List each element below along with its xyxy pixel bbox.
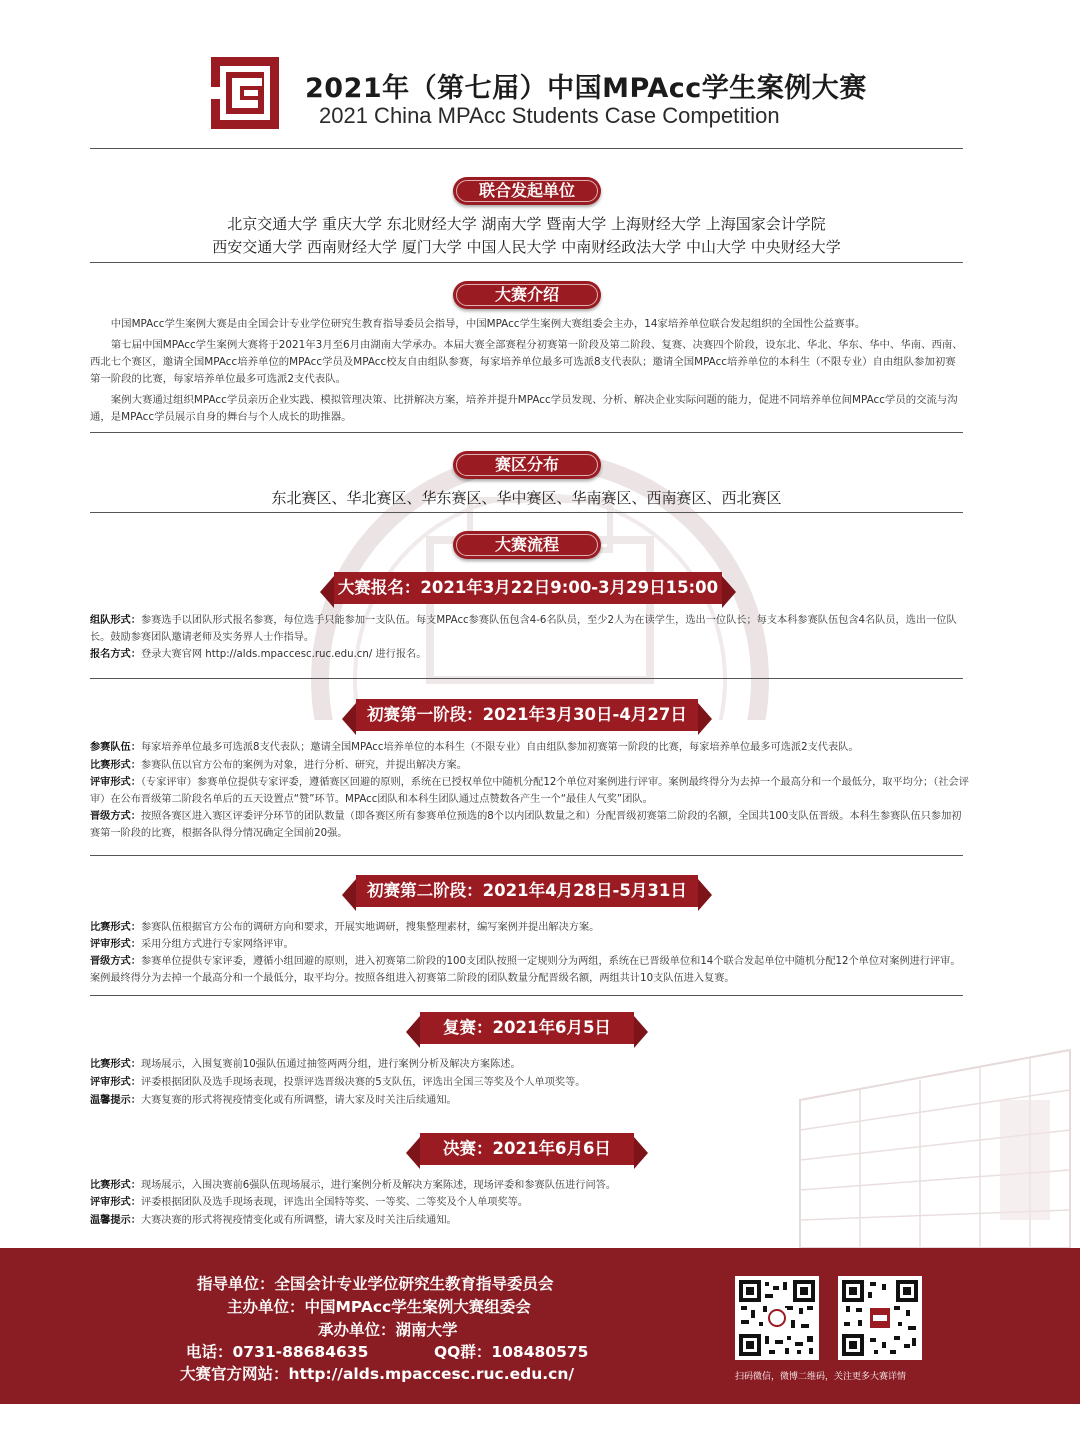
footer-qq-group: QQ群：108480575 [434, 1343, 589, 1361]
stage1-row-team [90, 612, 970, 646]
row-text: 参赛队伍以官方公布的案例为对象，进行分析、研究，并提出解决方案。 [140, 760, 467, 771]
row-text: 参赛队伍根据官方公布的调研方向和要求，开展实地调研，搜集整理素材，编写案例并提出解决方案。 [140, 922, 600, 933]
row-label: 晋级方式： [90, 811, 141, 822]
stage-banner-registration: 大赛报名：2021年3月22日9:00-3月29日15:00 [334, 572, 722, 604]
row-label: 温馨提示： [90, 1215, 141, 1226]
row-label: 比赛形式： [90, 922, 141, 933]
row-label: 参赛队伍： [90, 742, 141, 753]
row-text: 现场展示，入围决赛前6强队伍现场展示，进行案例分析及解决方案陈述，现场评委和参赛队伍进行问答。 [140, 1180, 617, 1191]
stage3-row-format [90, 919, 970, 936]
regions-list: 东北赛区、华北赛区、华东赛区、华中赛区、华南赛区、西南赛区、西北赛区 [271, 489, 782, 507]
stage3-row-review [90, 936, 970, 953]
stage-banner-semifinal: 复赛：2021年6月5日 [420, 1012, 634, 1044]
row-label: 比赛形式： [90, 1180, 141, 1191]
page-subtitle: 2021 China MPAcc Students Case Competition [319, 103, 780, 128]
row-label: 晋级方式： [90, 956, 141, 967]
row-label: 评审形式： [90, 1077, 141, 1088]
intro-paragraph-1: 中国MPAcc学生案例大赛是由全国会计专业学位研究生教育指导委员会指导，中国MPAcc学生案例大赛组委会主办，14家培养单位联合发起组织的全国性公益赛事。 [110, 318, 866, 330]
row-text: 大赛决赛的形式将视疫情变化或有所调整，请大家及时关注后续通知。 [140, 1215, 457, 1226]
sponsors-line-2: 西安交通大学 西南财经大学 厦门大学 中国人民大学 中南财经政法大学 中山大学 中央财经大学 [212, 238, 841, 256]
row-text: 参赛选手以团队形式报名参赛，每位选手只能参加一支队伍。每支MPAcc参赛队伍包含4-6名队员，至少2人为在读学生，选出一位队长；每支本科参赛队伍包含4名队员，选出一位队长。鼓励参赛团队邀请老师及实务界人士作指导。 [90, 615, 957, 643]
divider [90, 512, 963, 513]
page-title: 2021年（第七届）中国MPAcc学生案例大赛 [305, 73, 867, 104]
wechat-qr-code-icon[interactable] [735, 1276, 819, 1360]
stage4-row-format [90, 1056, 970, 1073]
intro-paragraph-3: 案例大赛通过组织MPAcc学员亲历企业实践、模拟管理决策、比拼解决方案，培养并提升MPAcc学员发现、分析、解决企业实际问题的能力，促进不同培养单位间MPAcc学员的交流与沟通，是MPAcc学员展示自身的舞台与个人成长的助推器。 [90, 394, 958, 423]
stage1-row-signup [90, 646, 970, 663]
stage4-row-notice [90, 1092, 970, 1109]
stage5-row-review [90, 1194, 970, 1211]
divider [90, 262, 963, 263]
row-text: （专家评审）参赛单位提供专家评委，遵循赛区回避的原则，系统在已授权单位中随机分配12个单位对案例进行评审。案例最终得分为去掉一个最高分和一个最低分，取平均分；（社会评审）在公布晋级第二阶段名单后的五天设置点“赞”环节。MPAcc团队和本科生团队通过点赞数各产生一个“最佳人气奖”团队。 [90, 777, 969, 805]
competition-logo-icon [211, 57, 279, 129]
stage-banner-final: 决赛：2021年6月6日 [420, 1133, 634, 1165]
stage2-row-advance [90, 808, 970, 842]
footer-phone: 电话：0731-88684635 [186, 1343, 369, 1361]
sponsors-heading: 联合发起单位 [453, 177, 601, 205]
qr-caption: 扫码微信，微博二维码，关注更多大赛详情 [735, 1372, 907, 1382]
footer-organizer-unit: 承办单位：湖南大学 [318, 1321, 458, 1339]
row-label: 温馨提示： [90, 1095, 141, 1106]
divider [90, 995, 963, 996]
header [0, 0, 1080, 150]
row-text: 参赛单位提供专家评委，遵循小组回避的原则，进入初赛第二阶段的100支团队按照一定规则分为两组，系统在已晋级单位和14个联合发起单位中随机分配12个单位对案例进行评审。案例最终得分为去掉一个最高分和一个最低分，取平均分。按照各组进入初赛第二阶段的团队数量分配晋级名额，两组共计10支队伍进入复赛。 [90, 956, 961, 984]
divider [90, 855, 963, 856]
row-label: 评审形式： [90, 777, 141, 788]
row-label: 评审形式： [90, 939, 141, 950]
intro-heading: 大赛介绍 [453, 281, 601, 309]
row-text: 现场展示，入围复赛前10强队伍通过抽签两两分组，进行案例分析及解决方案陈述。 [140, 1059, 521, 1070]
row-text: 每家培养单位最多可选派8支代表队；邀请全国MPAcc培养单位的本科生（不限专业）自由组队参加初赛第一阶段的比赛，每家培养单位最多可选派2支代表队。 [140, 742, 859, 753]
sponsors-line-1: 北京交通大学 重庆大学 东北财经大学 湖南大学 暨南大学 上海财经大学 上海国家会计学院 [227, 215, 826, 233]
process-heading: 大赛流程 [453, 531, 601, 559]
weibo-qr-code-icon[interactable] [838, 1276, 922, 1360]
stage5-row-notice [90, 1212, 970, 1229]
row-label: 比赛形式： [90, 1059, 141, 1070]
divider [90, 678, 963, 679]
intro-paragraph-2: 第七届中国MPAcc学生案例大赛将于2021年3月至6月由湖南大学承办。本届大赛全部赛程分初赛第一阶段及第二阶段、复赛、决赛四个阶段，设东北、华北、华东、华中、华南、西南、西北七个赛区，邀请全国MPAcc培养单位的MPAcc学员及MPAcc校友自由组队参赛，每家培养单位最多可选派8支代表队；邀请全国MPAcc培养单位的本科生（不限专业）自由组队参加初赛第一阶段的比赛，每家培养单位最多可选派2支代表队。 [90, 339, 963, 385]
stage4-row-review [90, 1074, 970, 1091]
row-text: 评委根据团队及选手现场表现，评选出全国特等奖、一等奖、二等奖及个人单项奖等。 [140, 1197, 529, 1208]
row-label: 报名方式： [90, 649, 141, 660]
row-label: 组队形式： [90, 615, 141, 626]
row-text: 登录大赛官网 http://alds.mpaccesc.ruc.edu.cn/ 进行报名。 [140, 649, 427, 660]
row-text: 采用分组方式进行专家网络评审。 [140, 939, 294, 950]
row-text: 按照各赛区进入赛区评委评分环节的团队数量（即各赛区所有参赛单位预选的8个以内团队数量之和）分配晋级初赛第二阶段的名额，全国共100支队伍晋级。本科生参赛队伍只参加初赛第一阶段的比赛，根据各队得分情况确定全国前20强。 [90, 811, 962, 839]
stage2-row-format [90, 757, 970, 774]
stage5-row-format [90, 1177, 970, 1194]
stage2-row-review [90, 774, 970, 808]
divider [90, 432, 963, 433]
regions-heading: 赛区分布 [453, 451, 601, 479]
stage-banner-preliminary-1: 初赛第一阶段：2021年3月30日-4月27日 [356, 699, 698, 731]
stage-banner-preliminary-2: 初赛第二阶段：2021年4月28日-5月31日 [356, 875, 698, 907]
divider [90, 148, 963, 149]
stage3-row-advance [90, 953, 970, 987]
footer-host-unit: 主办单位：中国MPAcc学生案例大赛组委会 [227, 1298, 531, 1316]
row-label: 评审形式： [90, 1197, 141, 1208]
stage2-row-teams [90, 739, 970, 756]
footer-guide-unit: 指导单位：全国会计专业学位研究生教育指导委员会 [197, 1275, 554, 1293]
row-text: 大赛复赛的形式将视疫情变化或有所调整，请大家及时关注后续通知。 [140, 1095, 457, 1106]
row-label: 比赛形式： [90, 760, 141, 771]
footer-website-link[interactable]: 大赛官方网站：http://alds.mpaccesc.ruc.edu.cn/ [180, 1365, 575, 1383]
row-text: 评委根据团队及选手现场表现，投票评选晋级决赛的5支队伍，评选出全国三等奖及个人单项奖等。 [140, 1077, 586, 1088]
